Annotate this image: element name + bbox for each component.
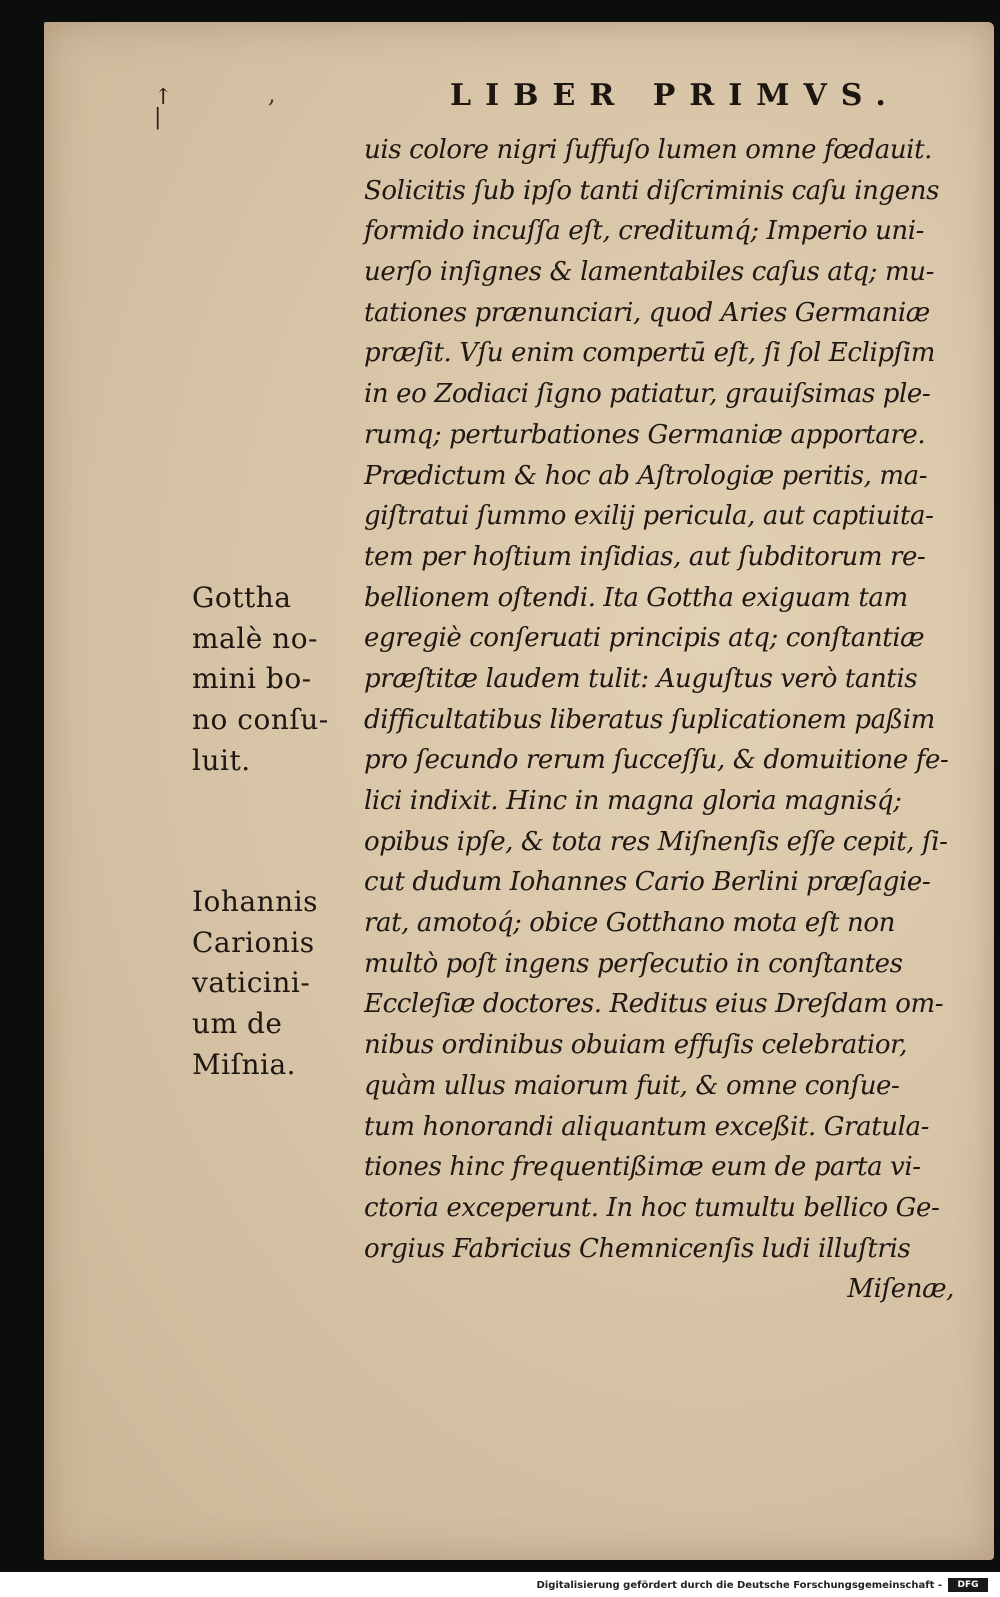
- text-line: tationes prænunciari, quod Aries Germaniæ: [364, 297, 930, 328]
- marginal-note-cario: [192, 882, 362, 1086]
- text-line: præſit. Vſu enim compertū eſt, ſi ſol Eclipſim: [364, 338, 936, 369]
- marginal-line: luit.: [192, 743, 251, 777]
- marginal-line: Carionis: [192, 925, 315, 959]
- text-line: quàm ullus maiorum fuit, & omne conſue-: [364, 1070, 900, 1101]
- text-line: cut dudum Iohannes Cario Berlini præſagie-: [364, 867, 931, 898]
- text-line: Solicitis ſub ipſo tanti diſcriminis caſu ingens: [364, 175, 940, 206]
- text-line: præſtitæ laudem tulit: Auguſtus verò tantis: [364, 663, 918, 694]
- text-line: Prædictum & hoc ab Aſtrologiæ peritis, ma-: [364, 460, 928, 491]
- marginal-line: mini bo-: [192, 662, 312, 696]
- text-line: tiones hinc frequentißimæ eum de parta vi-: [364, 1152, 921, 1183]
- text-line: uerſo inſignes & lamentabiles caſus atq; mu-: [364, 257, 934, 288]
- dfg-logo-icon: DFG: [948, 1578, 988, 1592]
- digitization-credit: Digitalisierung gefördert durch die Deutsche Forschungsgemeinschaft -: [536, 1580, 942, 1591]
- text-line: rumq; perturbationes Germaniæ apportare.: [364, 419, 926, 450]
- marginal-line: malè no-: [192, 621, 319, 655]
- stray-mark: ,: [268, 80, 276, 108]
- text-line: bellionem oſtendi. Ita Gottha exiguam tam: [364, 582, 908, 613]
- marginal-line: Iohannis: [192, 885, 319, 918]
- main-text-block: [364, 130, 954, 1310]
- text-line: lici indixit. Hinc in magna gloria magnisq́;: [364, 786, 902, 816]
- text-line: multò poſt ingens perſecutio in conſtantes: [364, 948, 903, 979]
- text-line: in eo Zodiaci ſigno patiatur, grauiſsimas ple-: [364, 379, 931, 410]
- text-line: Eccleſiæ doctores. Reditus eius Dreſdam om-: [364, 989, 944, 1020]
- text-line: rat, amotoq́; obice Gotthano mota eſt non: [364, 908, 895, 939]
- marginal-line: vaticini-: [192, 966, 311, 1000]
- text-line: opibus ipſe, & tota res Miſnenſis eſſe cepit, ſi-: [364, 826, 948, 857]
- text-line: egregiè conſeruati principis atq; conſtantiæ: [364, 623, 925, 654]
- marginal-line: no conſu-: [192, 703, 329, 737]
- text-line: giſtratui ſummo exilij pericula, aut captiuita-: [364, 501, 934, 532]
- margin-marks: ↑ |: [154, 85, 173, 130]
- catchword: Miſenæ,: [847, 1274, 954, 1305]
- text-line: orgius Fabricius Chemnicenſis ludi illuſtris: [364, 1233, 911, 1264]
- text-line: tum honorandi aliquantum exceßit. Gratula-: [364, 1111, 930, 1142]
- marginal-note-gottha: [192, 578, 362, 782]
- running-head: LIBER PRIMVS.: [450, 78, 900, 113]
- text-line: pro ſecundo rerum ſucceſſu, & domuitione fe-: [364, 745, 949, 776]
- marginal-line: Gottha: [192, 581, 292, 614]
- text-line: nibus ordinibus obuiam effuſis celebratior,: [364, 1030, 908, 1061]
- text-line: uis colore nigri ſuffuſo lumen omne fœdauit.: [364, 135, 933, 165]
- text-line: tem per hoſtium inſidias, aut ſubditorum re-: [364, 541, 926, 572]
- text-line: ctoria exceperunt. In hoc tumultu bellico Ge-: [364, 1192, 940, 1223]
- marginal-line: Miſnia.: [192, 1047, 297, 1081]
- text-line: formido incuſſa eſt, creditumq́; Imperio uni-: [364, 216, 925, 247]
- marginal-line: um de: [192, 1007, 283, 1041]
- text-line: difficultatibus liberatus ſuplicationem paßim: [364, 704, 935, 735]
